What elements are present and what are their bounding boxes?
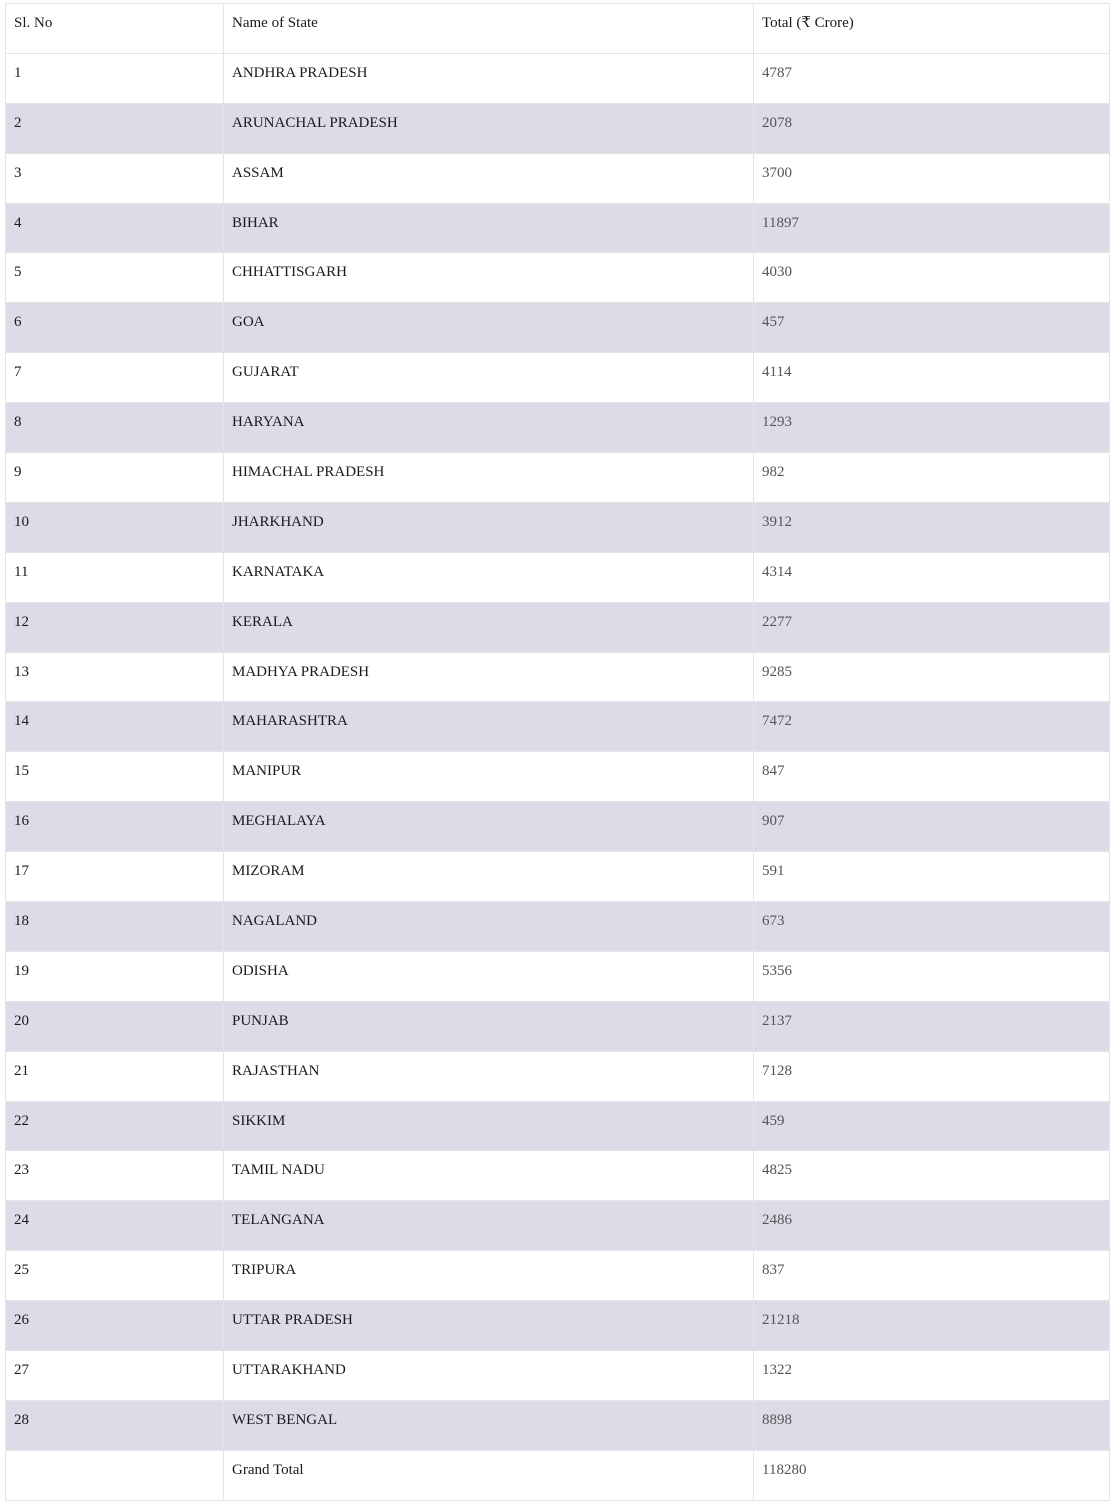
table-row — [6, 752, 1110, 802]
cell-total: 1293 — [754, 403, 1110, 453]
cell-total: 591 — [754, 852, 1110, 902]
table-header-row — [6, 4, 1110, 54]
cell-sl-no: 25 — [6, 1251, 224, 1301]
cell-total: 2137 — [754, 1001, 1110, 1051]
cell-sl-no: 5 — [6, 253, 224, 303]
table-row — [6, 353, 1110, 403]
cell-state-name: TELANGANA — [224, 1201, 754, 1251]
cell-sl-no — [6, 1450, 224, 1500]
cell-sl-no: 13 — [6, 652, 224, 702]
cell-total: 21218 — [754, 1301, 1110, 1351]
cell-sl-no: 22 — [6, 1101, 224, 1151]
table-row — [6, 1051, 1110, 1101]
table-row — [6, 1151, 1110, 1201]
cell-total: 2078 — [754, 103, 1110, 153]
cell-sl-no: 9 — [6, 453, 224, 503]
cell-sl-no: 2 — [6, 103, 224, 153]
cell-sl-no: 14 — [6, 702, 224, 752]
table-row — [6, 153, 1110, 203]
cell-state-name: TRIPURA — [224, 1251, 754, 1301]
cell-sl-no: 19 — [6, 951, 224, 1001]
cell-sl-no: 27 — [6, 1351, 224, 1401]
cell-total: 3912 — [754, 502, 1110, 552]
cell-state-name: HIMACHAL PRADESH — [224, 453, 754, 503]
cell-total: 5356 — [754, 951, 1110, 1001]
table-row — [6, 1251, 1110, 1301]
cell-total: 982 — [754, 453, 1110, 503]
table-row — [6, 502, 1110, 552]
cell-sl-no: 11 — [6, 552, 224, 602]
cell-sl-no: 23 — [6, 1151, 224, 1201]
table-row — [6, 1301, 1110, 1351]
cell-sl-no: 28 — [6, 1400, 224, 1450]
cell-state-name: ODISHA — [224, 951, 754, 1001]
cell-sl-no: 24 — [6, 1201, 224, 1251]
cell-state-name: MANIPUR — [224, 752, 754, 802]
cell-state-name: NAGALAND — [224, 902, 754, 952]
cell-total: 847 — [754, 752, 1110, 802]
grand-total-label: Grand Total — [224, 1450, 754, 1500]
table-row — [6, 702, 1110, 752]
cell-state-name: PUNJAB — [224, 1001, 754, 1051]
cell-state-name: TAMIL NADU — [224, 1151, 754, 1201]
table-row — [6, 1001, 1110, 1051]
table-row — [6, 403, 1110, 453]
cell-sl-no: 21 — [6, 1051, 224, 1101]
cell-total: 2277 — [754, 602, 1110, 652]
table-row — [6, 203, 1110, 253]
table-row — [6, 852, 1110, 902]
cell-state-name: CHHATTISGARH — [224, 253, 754, 303]
cell-total: 7128 — [754, 1051, 1110, 1101]
table-row — [6, 253, 1110, 303]
table-row — [6, 652, 1110, 702]
cell-state-name: MEGHALAYA — [224, 802, 754, 852]
header-sl-no: Sl. No — [6, 4, 224, 54]
table-row — [6, 951, 1110, 1001]
table-row — [6, 1101, 1110, 1151]
cell-sl-no: 26 — [6, 1301, 224, 1351]
cell-state-name: RAJASTHAN — [224, 1051, 754, 1101]
cell-state-name: ARUNACHAL PRADESH — [224, 103, 754, 153]
cell-total: 4030 — [754, 253, 1110, 303]
cell-state-name: SIKKIM — [224, 1101, 754, 1151]
cell-state-name: GOA — [224, 303, 754, 353]
table-row — [6, 53, 1110, 103]
cell-state-name: MAHARASHTRA — [224, 702, 754, 752]
state-totals-table — [5, 3, 1110, 1501]
cell-total: 9285 — [754, 652, 1110, 702]
cell-sl-no: 10 — [6, 502, 224, 552]
table-row — [6, 902, 1110, 952]
cell-state-name: JHARKHAND — [224, 502, 754, 552]
cell-sl-no: 8 — [6, 403, 224, 453]
cell-total: 2486 — [754, 1201, 1110, 1251]
cell-total: 907 — [754, 802, 1110, 852]
cell-state-name: ANDHRA PRADESH — [224, 53, 754, 103]
cell-sl-no: 1 — [6, 53, 224, 103]
header-state-name: Name of State — [224, 4, 754, 54]
cell-total: 4114 — [754, 353, 1110, 403]
table-row — [6, 453, 1110, 503]
cell-total: 11897 — [754, 203, 1110, 253]
cell-total: 4787 — [754, 53, 1110, 103]
table-row — [6, 1351, 1110, 1401]
cell-total: 457 — [754, 303, 1110, 353]
table-row — [6, 103, 1110, 153]
table-row — [6, 802, 1110, 852]
cell-state-name: UTTAR PRADESH — [224, 1301, 754, 1351]
cell-total: 4825 — [754, 1151, 1110, 1201]
cell-state-name: WEST BENGAL — [224, 1400, 754, 1450]
cell-total: 4314 — [754, 552, 1110, 602]
table-body — [6, 53, 1110, 1500]
cell-state-name: MADHYA PRADESH — [224, 652, 754, 702]
cell-state-name: GUJARAT — [224, 353, 754, 403]
table-row — [6, 602, 1110, 652]
grand-total-row — [6, 1450, 1110, 1500]
cell-sl-no: 17 — [6, 852, 224, 902]
cell-sl-no: 18 — [6, 902, 224, 952]
cell-sl-no: 3 — [6, 153, 224, 203]
cell-state-name: UTTARAKHAND — [224, 1351, 754, 1401]
cell-total: 7472 — [754, 702, 1110, 752]
cell-sl-no: 4 — [6, 203, 224, 253]
header-total: Total (₹ Crore) — [754, 4, 1110, 54]
cell-sl-no: 12 — [6, 602, 224, 652]
cell-state-name: ASSAM — [224, 153, 754, 203]
cell-total: 837 — [754, 1251, 1110, 1301]
cell-sl-no: 15 — [6, 752, 224, 802]
grand-total-value: 118280 — [754, 1450, 1110, 1500]
cell-state-name: KARNATAKA — [224, 552, 754, 602]
cell-total: 459 — [754, 1101, 1110, 1151]
table-row — [6, 1400, 1110, 1450]
state-totals-table-wrapper — [5, 3, 1109, 1501]
cell-state-name: MIZORAM — [224, 852, 754, 902]
cell-state-name: BIHAR — [224, 203, 754, 253]
cell-sl-no: 6 — [6, 303, 224, 353]
cell-state-name: HARYANA — [224, 403, 754, 453]
cell-total: 1322 — [754, 1351, 1110, 1401]
cell-sl-no: 16 — [6, 802, 224, 852]
table-row — [6, 552, 1110, 602]
cell-sl-no: 20 — [6, 1001, 224, 1051]
cell-sl-no: 7 — [6, 353, 224, 403]
cell-total: 673 — [754, 902, 1110, 952]
cell-total: 3700 — [754, 153, 1110, 203]
table-row — [6, 1201, 1110, 1251]
cell-total: 8898 — [754, 1400, 1110, 1450]
cell-state-name: KERALA — [224, 602, 754, 652]
table-row — [6, 303, 1110, 353]
